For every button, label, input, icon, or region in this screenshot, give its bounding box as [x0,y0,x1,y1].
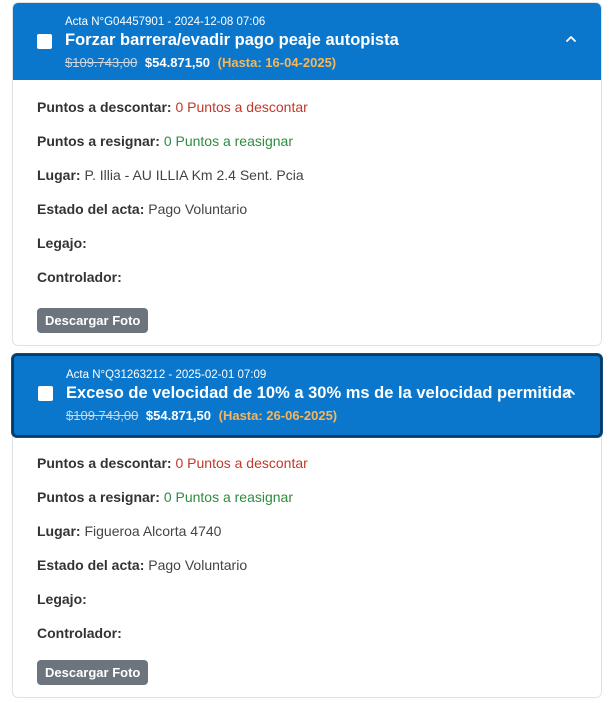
detail-row-controlador [37,625,122,641]
acta-info: Acta N°Q31263212 - 2025-02-01 07:09 [66,369,267,381]
chevron-up-icon[interactable] [564,386,576,398]
deadline: (Hasta: 26-06-2025) [218,408,338,423]
detail-label: Estado del acta: [37,557,145,573]
chevron-up-icon[interactable] [565,33,577,45]
download-photo-button[interactable]: Descargar Foto [37,660,148,685]
original-price: $109.743,00 [65,55,138,70]
discounted-price: $54.871,50 [144,55,210,70]
card-header[interactable] [13,3,601,80]
detail-label: Lugar: [37,523,81,539]
original-price: $109.743,00 [66,408,139,423]
detail-value: 0 Puntos a descontar [175,455,308,471]
detail-value: Pago Voluntario [148,557,248,573]
detail-value: 0 Puntos a descontar [175,99,308,115]
detail-label: Controlador: [37,625,122,641]
detail-value: 0 Puntos a reasignar [163,489,294,505]
detail-row-legajo [37,591,87,607]
deadline: (Hasta: 16-04-2025) [217,55,337,70]
detail-row-controlador [37,269,122,285]
acta-info: Acta N°G04457901 - 2024-12-08 07:06 [65,16,266,28]
detail-row-puntos-resignar [37,489,293,505]
detail-value: Figueroa Alcorta 4740 [84,523,222,539]
select-checkbox[interactable] [37,34,52,49]
detail-label: Puntos a descontar: [37,455,172,471]
select-checkbox[interactable] [38,386,53,401]
detail-value: P. Illia - AU ILLIA Km 2.4 Sent. Pcia [84,167,304,183]
detail-row-estado [37,201,247,217]
detail-label: Puntos a resignar: [37,489,160,505]
detail-row-lugar [37,523,221,539]
detail-row-lugar [37,167,304,183]
detail-label: Estado del acta: [37,201,145,217]
detail-label: Puntos a resignar: [37,133,160,149]
detail-label: Puntos a descontar: [37,99,172,115]
detail-row-puntos-descontar [37,455,308,471]
detail-value: Pago Voluntario [148,201,248,217]
detail-label: Lugar: [37,167,81,183]
detail-label: Legajo: [37,235,87,251]
detail-value: 0 Puntos a reasignar [163,133,294,149]
detail-row-puntos-descontar [37,99,308,115]
price-line [66,408,337,423]
infraction-card [12,2,602,346]
infraction-title: Exceso de velocidad de 10% a 30% ms de la velocidad permitida [66,384,572,402]
download-photo-button[interactable]: Descargar Foto [37,308,148,333]
detail-row-puntos-resignar [37,133,293,149]
detail-label: Legajo: [37,591,87,607]
detail-row-estado [37,557,247,573]
infraction-card [12,354,602,698]
price-line [65,55,336,70]
card-header[interactable] [12,354,602,437]
infraction-title: Forzar barrera/evadir pago peaje autopista [65,31,399,49]
detail-row-legajo [37,235,87,251]
discounted-price: $54.871,50 [145,408,211,423]
detail-label: Controlador: [37,269,122,285]
